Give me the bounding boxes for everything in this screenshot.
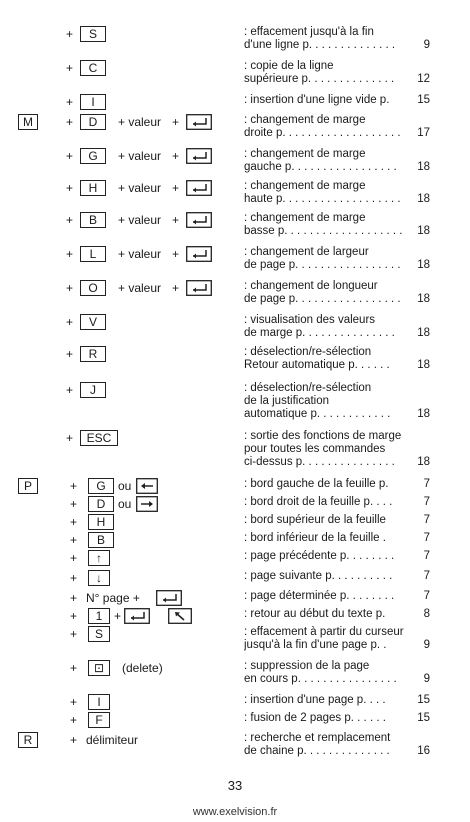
plus-sign: + xyxy=(70,551,78,565)
key-annotation: + valeur xyxy=(118,281,162,295)
command-description xyxy=(244,246,404,272)
key-annotation: N° page + xyxy=(86,591,140,605)
key-cap: D xyxy=(88,496,114,512)
description-line: d'une ligne p. . . . . . . . . . . . . . xyxy=(244,39,396,51)
plus-sign: + xyxy=(70,497,78,511)
command-description xyxy=(244,382,404,421)
command-description xyxy=(244,550,404,563)
page-reference: 8 xyxy=(423,608,430,620)
description-line: : changement de marge xyxy=(244,148,366,160)
key-cap: S xyxy=(80,26,106,42)
key-cap: ⊡ xyxy=(88,660,110,676)
key-cap: J xyxy=(80,382,106,398)
key-cap: O xyxy=(80,280,106,296)
key-combination xyxy=(0,26,240,50)
enter-key-icon xyxy=(156,590,182,606)
plus-sign: + xyxy=(66,149,74,163)
plus-sign: + xyxy=(172,181,180,195)
key-annotation: + xyxy=(114,609,122,623)
page-reference: 18 xyxy=(417,193,430,205)
plus-sign: + xyxy=(172,115,180,129)
enter-key-icon xyxy=(124,608,150,624)
description-line: : déselection/re-sélection xyxy=(244,346,372,358)
command-description xyxy=(244,496,404,509)
page-reference: 7 xyxy=(423,550,430,562)
description-line: : suppression de la page xyxy=(244,660,370,672)
key-cap: 1 xyxy=(88,608,110,624)
command-description xyxy=(244,346,404,372)
plus-sign: + xyxy=(66,281,74,295)
page-reference: 7 xyxy=(423,532,430,544)
command-description xyxy=(244,694,404,707)
enter-key-icon xyxy=(186,180,212,196)
key-cap: ↓ xyxy=(88,570,110,586)
command-description xyxy=(244,570,404,583)
page-reference: 7 xyxy=(423,590,430,602)
plus-sign: + xyxy=(70,609,78,623)
command-description xyxy=(244,94,404,107)
description-line: : copie de la ligne xyxy=(244,60,334,72)
plus-sign: + xyxy=(66,95,74,109)
key-combination xyxy=(0,626,240,650)
key-annotation: délimiteur xyxy=(86,733,139,747)
page-reference: 16 xyxy=(417,745,430,757)
command-description xyxy=(244,712,404,725)
key-cap: H xyxy=(88,514,114,530)
command-description xyxy=(244,212,404,238)
key-annotation: ou xyxy=(118,479,132,493)
prefix-key: P xyxy=(18,478,38,494)
description-line: : fusion de 2 pages p. . . . . . xyxy=(244,712,386,724)
key-cap: H xyxy=(80,180,106,196)
description-line: : déselection/re-sélection xyxy=(244,382,372,394)
description-line: : bord supérieur de la feuille xyxy=(244,514,386,526)
description-line: : page déterminée p. . . . . . . . xyxy=(244,590,395,602)
description-line: en cours p. . . . . . . . . . . . . . . . xyxy=(244,673,397,685)
plus-sign: + xyxy=(66,27,74,41)
plus-sign: + xyxy=(70,479,78,493)
plus-sign: + xyxy=(66,347,74,361)
enter-key-icon xyxy=(186,280,212,296)
command-description xyxy=(244,314,404,340)
command-description xyxy=(244,590,404,603)
key-cap: S xyxy=(88,626,110,642)
description-line: : changement de longueur xyxy=(244,280,378,292)
key-combination xyxy=(0,314,240,338)
description-line: de page p. . . . . . . . . . . . . . . . . xyxy=(244,293,401,305)
page-reference: 15 xyxy=(417,94,430,106)
description-line: : effacement jusqu'à la fin xyxy=(244,26,374,38)
key-cap: ↑ xyxy=(88,550,110,566)
plus-sign: + xyxy=(66,61,74,75)
plus-sign: + xyxy=(66,431,74,445)
plus-sign: + xyxy=(70,591,78,605)
plus-sign: + xyxy=(70,695,78,709)
description-line: ci-dessus p. . . . . . . . . . . . . . . xyxy=(244,456,395,468)
description-line: : changement de marge xyxy=(244,114,366,126)
description-line: : changement de marge xyxy=(244,180,366,192)
plus-sign: + xyxy=(66,115,74,129)
key-combination xyxy=(0,114,240,138)
key-combination xyxy=(0,732,240,756)
key-cap: V xyxy=(80,314,106,330)
command-description xyxy=(244,430,404,469)
description-line: : effacement à partir du curseur xyxy=(244,626,404,638)
plus-sign: + xyxy=(70,713,78,727)
key-annotation: + valeur xyxy=(118,149,162,163)
description-line: gauche p. . . . . . . . . . . . . . . . . xyxy=(244,161,397,173)
footer-url: www.exelvision.fr xyxy=(192,806,278,818)
page-reference: 9 xyxy=(423,673,430,685)
prefix-key: R xyxy=(18,732,38,748)
command-description xyxy=(244,626,404,652)
key-combination xyxy=(0,246,240,270)
description-line: : insertion d'une page p. . . . xyxy=(244,694,386,706)
command-description xyxy=(244,514,404,527)
page-reference: 18 xyxy=(417,327,430,339)
description-line: haute p. . . . . . . . . . . . . . . . . . . xyxy=(244,193,401,205)
key-annotation: + valeur xyxy=(118,247,162,261)
key-cap: C xyxy=(80,60,106,76)
plus-sign: + xyxy=(172,281,180,295)
page-reference: 18 xyxy=(417,359,430,371)
enter-key-icon xyxy=(186,212,212,228)
page-reference: 18 xyxy=(417,293,430,305)
plus-sign: + xyxy=(70,733,78,747)
page-reference: 15 xyxy=(417,694,430,706)
description-line: pour toutes les commandes xyxy=(244,443,386,455)
description-line: : page suivante p. . . . . . . . . . xyxy=(244,570,393,582)
key-combination xyxy=(0,60,240,84)
plus-sign: + xyxy=(172,247,180,261)
page-reference: 18 xyxy=(417,259,430,271)
key-combination xyxy=(0,212,240,236)
page-reference: 9 xyxy=(423,639,430,651)
description-line: de page p. . . . . . . . . . . . . . . . . xyxy=(244,259,401,271)
key-combination xyxy=(0,346,240,370)
page-reference: 18 xyxy=(417,161,430,173)
plus-sign: + xyxy=(70,571,78,585)
description-line: : changement de marge xyxy=(244,212,366,224)
key-cap: L xyxy=(80,246,106,262)
enter-key-icon xyxy=(186,148,212,164)
page-reference: 18 xyxy=(417,225,430,237)
key-annotation: ou xyxy=(118,497,132,511)
plus-sign: + xyxy=(172,149,180,163)
command-description xyxy=(244,532,404,545)
command-description xyxy=(244,608,404,621)
description-line: : sortie des fonctions de marge xyxy=(244,430,402,442)
key-annotation: + valeur xyxy=(118,213,162,227)
page-reference: 15 xyxy=(417,712,430,724)
command-description xyxy=(244,732,404,758)
plus-sign: + xyxy=(66,213,74,227)
plus-sign: + xyxy=(66,315,74,329)
description-line: : bord droit de la feuille p. . . . xyxy=(244,496,393,508)
description-line: : insertion d'une ligne vide p. xyxy=(244,94,390,106)
key-combination xyxy=(0,280,240,304)
plus-sign: + xyxy=(70,533,78,547)
key-cap: G xyxy=(80,148,106,164)
plus-sign: + xyxy=(70,661,78,675)
command-description xyxy=(244,280,404,306)
arrow-left-key-icon xyxy=(136,478,158,494)
plus-sign: + xyxy=(66,247,74,261)
command-description xyxy=(244,478,404,491)
page-number: 33 xyxy=(227,778,243,793)
enter-key-icon xyxy=(186,246,212,262)
page-reference: 12 xyxy=(417,73,430,85)
command-description xyxy=(244,60,404,86)
description-line: : retour au début du texte p. xyxy=(244,608,386,620)
plus-sign: + xyxy=(66,181,74,195)
page-reference: 18 xyxy=(417,456,430,468)
key-annotation: + valeur xyxy=(118,181,162,195)
prefix-key: M xyxy=(18,114,38,130)
page-reference: 7 xyxy=(423,478,430,490)
description-line: supérieure p. . . . . . . . . . . . . . xyxy=(244,73,395,85)
page-reference: 7 xyxy=(423,570,430,582)
key-cap: R xyxy=(80,346,106,362)
home-key-icon xyxy=(168,608,192,624)
arrow-right-key-icon xyxy=(136,496,158,512)
description-line: : page précédente p. . . . . . . . xyxy=(244,550,395,562)
plus-sign: + xyxy=(66,383,74,397)
key-cap: F xyxy=(88,712,110,728)
key-cap: B xyxy=(88,532,114,548)
key-combination xyxy=(0,148,240,172)
page-reference: 17 xyxy=(417,127,430,139)
page-reference: 7 xyxy=(423,496,430,508)
description-line: : bord gauche de la feuille p. xyxy=(244,478,389,490)
command-description xyxy=(244,114,404,140)
description-line: de la justification xyxy=(244,395,330,407)
key-cap: B xyxy=(80,212,106,228)
key-annotation: (delete) xyxy=(122,661,163,675)
command-description xyxy=(244,26,404,52)
description-line: droite p. . . . . . . . . . . . . . . . . . . xyxy=(244,127,401,139)
command-description xyxy=(244,660,404,686)
key-cap: I xyxy=(80,94,106,110)
page-reference: 18 xyxy=(417,408,430,420)
description-line: Retour automatique p. . . . . . xyxy=(244,359,390,371)
plus-sign: + xyxy=(172,213,180,227)
description-line: : bord inférieur de la feuille . xyxy=(244,532,386,544)
description-line: : changement de largeur xyxy=(244,246,369,258)
page-reference: 7 xyxy=(423,514,430,526)
command-description xyxy=(244,148,404,174)
plus-sign: + xyxy=(70,627,78,641)
key-combination xyxy=(0,660,240,684)
key-combination xyxy=(0,382,240,406)
key-annotation: + valeur xyxy=(118,115,162,129)
key-cap: G xyxy=(88,478,114,494)
enter-key-icon xyxy=(186,114,212,130)
description-line: : recherche et remplacement xyxy=(244,732,391,744)
description-line: automatique p. . . . . . . . . . . . xyxy=(244,408,391,420)
description-line: de chaine p. . . . . . . . . . . . . . xyxy=(244,745,390,757)
description-line: : visualisation des valeurs xyxy=(244,314,376,326)
description-line: jusqu'à la fin d'une page p. . xyxy=(244,639,387,651)
description-line: basse p. . . . . . . . . . . . . . . . . . . xyxy=(244,225,403,237)
key-combination xyxy=(0,430,240,454)
key-cap: ESC xyxy=(80,430,118,446)
page-reference: 9 xyxy=(423,39,430,51)
key-combination xyxy=(0,180,240,204)
command-description xyxy=(244,180,404,206)
description-line: de marge p. . . . . . . . . . . . . . . xyxy=(244,327,395,339)
plus-sign: + xyxy=(70,515,78,529)
key-cap: D xyxy=(80,114,106,130)
key-cap: I xyxy=(88,694,110,710)
